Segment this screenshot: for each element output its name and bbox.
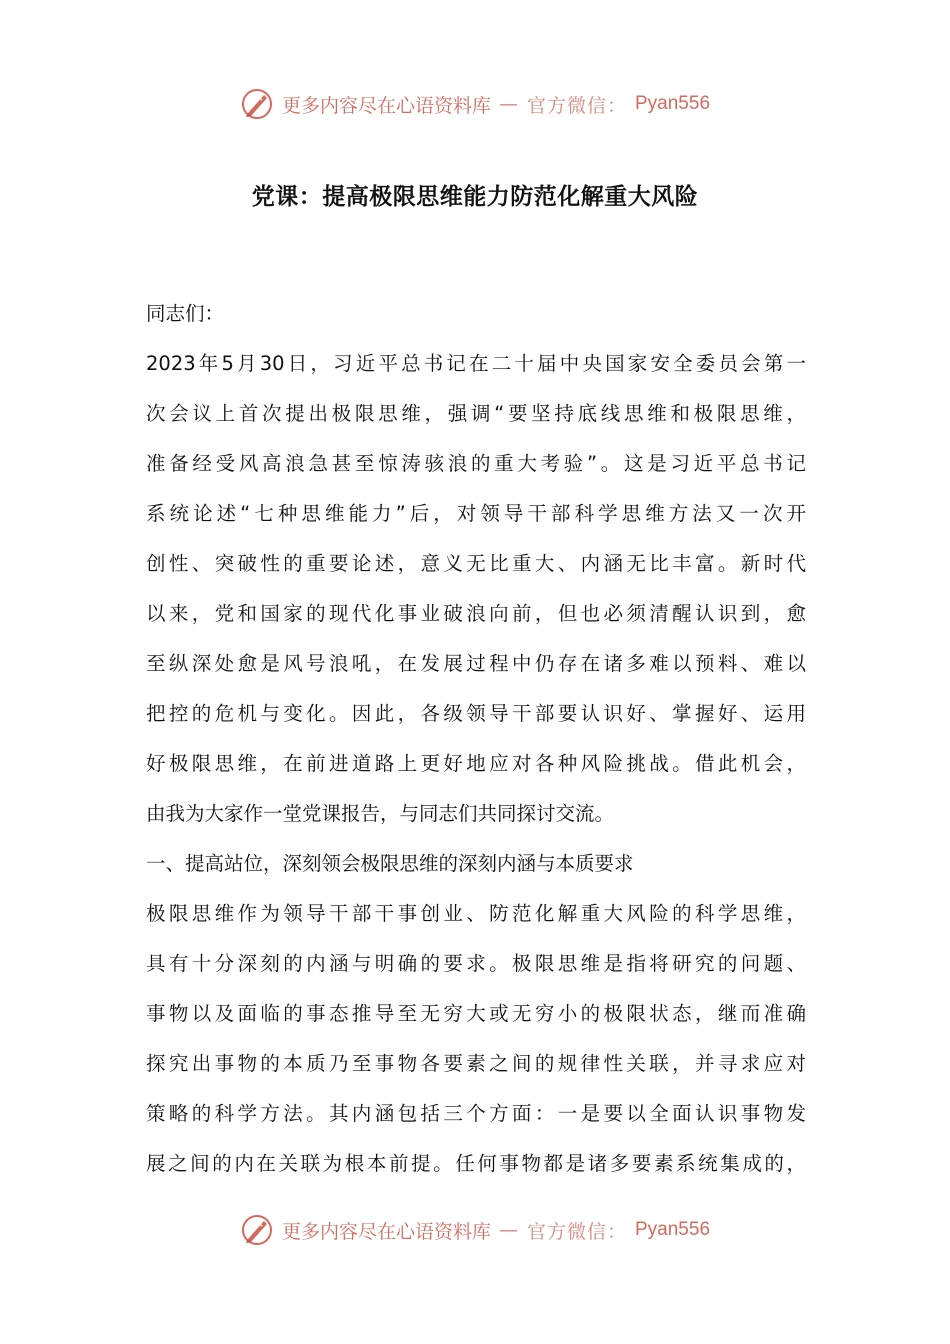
banner-prefix: 更多内容尽在心语资料库: [281, 94, 491, 117]
document-body: [146, 289, 806, 1189]
banner-dash: —: [498, 1219, 519, 1241]
text-line: 同志们：: [146, 302, 225, 325]
banner-wechat-label: 官方微信：: [526, 1220, 627, 1243]
text-line: 次会议上首次提出极限思维，强调“要坚持底线思维和极限思维，: [146, 402, 806, 425]
header-watermark-banner: [0, 82, 950, 126]
text-line: 极限思维作为领导干部干事创业、防范化解重大风险的科学思维，: [146, 902, 806, 925]
text-line: 2023年5月30日，习近平总书记在二十届中央国家安全委员会第一: [146, 352, 806, 375]
pen-logo-icon: [240, 1213, 274, 1247]
section-heading: 一、提高站位，深刻领会极限思维的深刻内涵与本质要求: [146, 852, 634, 875]
text-line: 创性、突破性的重要论述，意义无比重大、内涵无比丰富。新时代: [146, 552, 806, 575]
text-line: 事物以及面临的事态推导至无穷大或无穷小的极限状态，继而准确: [146, 1002, 806, 1025]
banner-prefix: 更多内容尽在心语资料库: [281, 1220, 491, 1243]
footer-watermark-banner: [0, 1208, 950, 1252]
document-title: 党课：提高极限思维能力防范化解重大风险: [251, 184, 699, 210]
text-line: 系统论述“七种思维能力”后，对领导干部科学思维方法又一次开: [146, 502, 806, 525]
banner-wechat-id: Pyan556: [635, 1219, 711, 1240]
text-line: 把控的危机与变化。因此，各级领导干部要认识好、掌握好、运用: [146, 702, 806, 725]
pen-logo-icon: [240, 87, 274, 121]
banner-wechat-id: Pyan556: [635, 93, 711, 114]
text-line: 至纵深处愈是风号浪吼，在发展过程中仍存在诸多难以预料、难以: [146, 652, 806, 675]
text-line: 准备经受风高浪急甚至惊涛骇浪的重大考验”。这是习近平总书记: [146, 452, 806, 475]
banner-wechat-label: 官方微信：: [526, 94, 627, 117]
text-line: 以来，党和国家的现代化事业破浪向前，但也必须清醒认识到，愈: [146, 602, 806, 625]
text-line: 展之间的内在关联为根本前提。任何事物都是诸多要素系统集成的，: [146, 1152, 806, 1175]
text-line: 探究出事物的本质乃至事物各要素之间的规律性关联，并寻求应对: [146, 1052, 806, 1075]
text-line: 策略的科学方法。其内涵包括三个方面：一是要以全面认识事物发: [146, 1102, 806, 1125]
text-line: 由我为大家作一堂党课报告，与同志们共同探讨交流。: [146, 802, 615, 825]
banner-dash: —: [498, 93, 519, 115]
text-line: 好极限思维，在前进道路上更好地应对各种风险挑战。借此机会，: [146, 752, 806, 775]
text-line: 具有十分深刻的内涵与明确的要求。极限思维是指将研究的问题、: [146, 952, 806, 975]
